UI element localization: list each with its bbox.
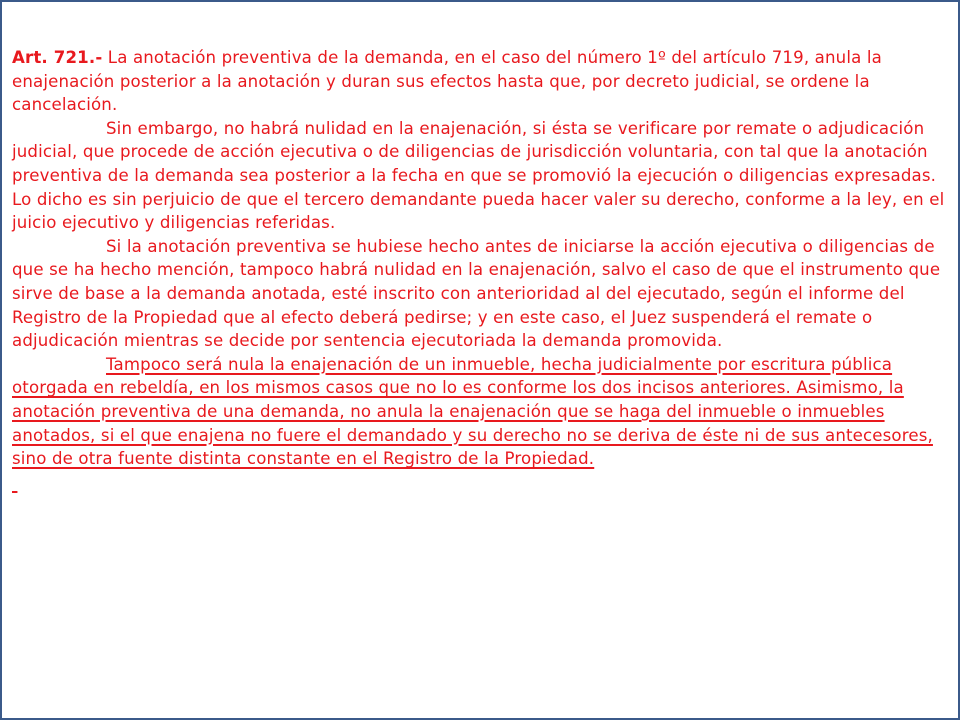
paragraph-4-underlined-text: Tampoco será nula la enajenación de un inmueble, hecha judicialmente por escritura pública otorgada en rebeldía, en los mismos casos que no lo es conforme los dos incisos anteriores. Asimismo, la anotación preventiva de una demanda, no anula la enajenación que se haga del inmueble o inmuebles anotados, si el que enajena no fuere el demandado y su derecho no se deriva de éste ni de sus antecesores, sino de otra fuente distinta constante en el Registro de la Propiedad. — [12, 354, 933, 469]
paragraph-2: Sin embargo, no habrá nulidad en la enajenación, si ésta se verificare por remate o adjudicación judicial, que procede de acción ejecutiva o de diligencias de jurisdicción voluntaria, con tal que la anotación preventiva de la demanda sea posterior a la fecha en que se promovió la ejecución o diligencias expresadas. Lo dicho es sin perjuicio de que el tercero demandante pueda hacer valer su derecho, conforme a la ley, en el juicio ejecutivo y diligencias referidas. — [12, 118, 945, 233]
paragraph-1 — [12, 46, 956, 117]
paragraph-1-text: La anotación preventiva de la demanda, en el caso del número 1º del artículo 719, anula la enajenación posterior a la anotación y duran sus efectos hasta que, por decreto judicial, se ordene la cancelación. — [12, 48, 882, 115]
trailing-underline-mark — [12, 473, 17, 492]
article-number: Art. 721.- — [12, 48, 103, 67]
paragraph-4 — [12, 353, 956, 471]
trailing-empty-line — [12, 471, 956, 495]
paragraph-3: Si la anotación preventiva se hubiese hecho antes de iniciarse la acción ejecutiva o diligencias de que se ha hecho mención, tampoco habrá nulidad en la enajenación, salvo el caso de que el instrumento que sirve de base a la demanda anotada, esté inscrito con anterioridad al del ejecutado, según el informe del Registro de la Propiedad que al efecto deberá pedirse; y en este caso, el Juez suspenderá el remate o adjudicación mientras se decide por sentencia ejecutoriada la demanda promovida. — [12, 236, 941, 351]
article-text-block — [12, 46, 956, 495]
